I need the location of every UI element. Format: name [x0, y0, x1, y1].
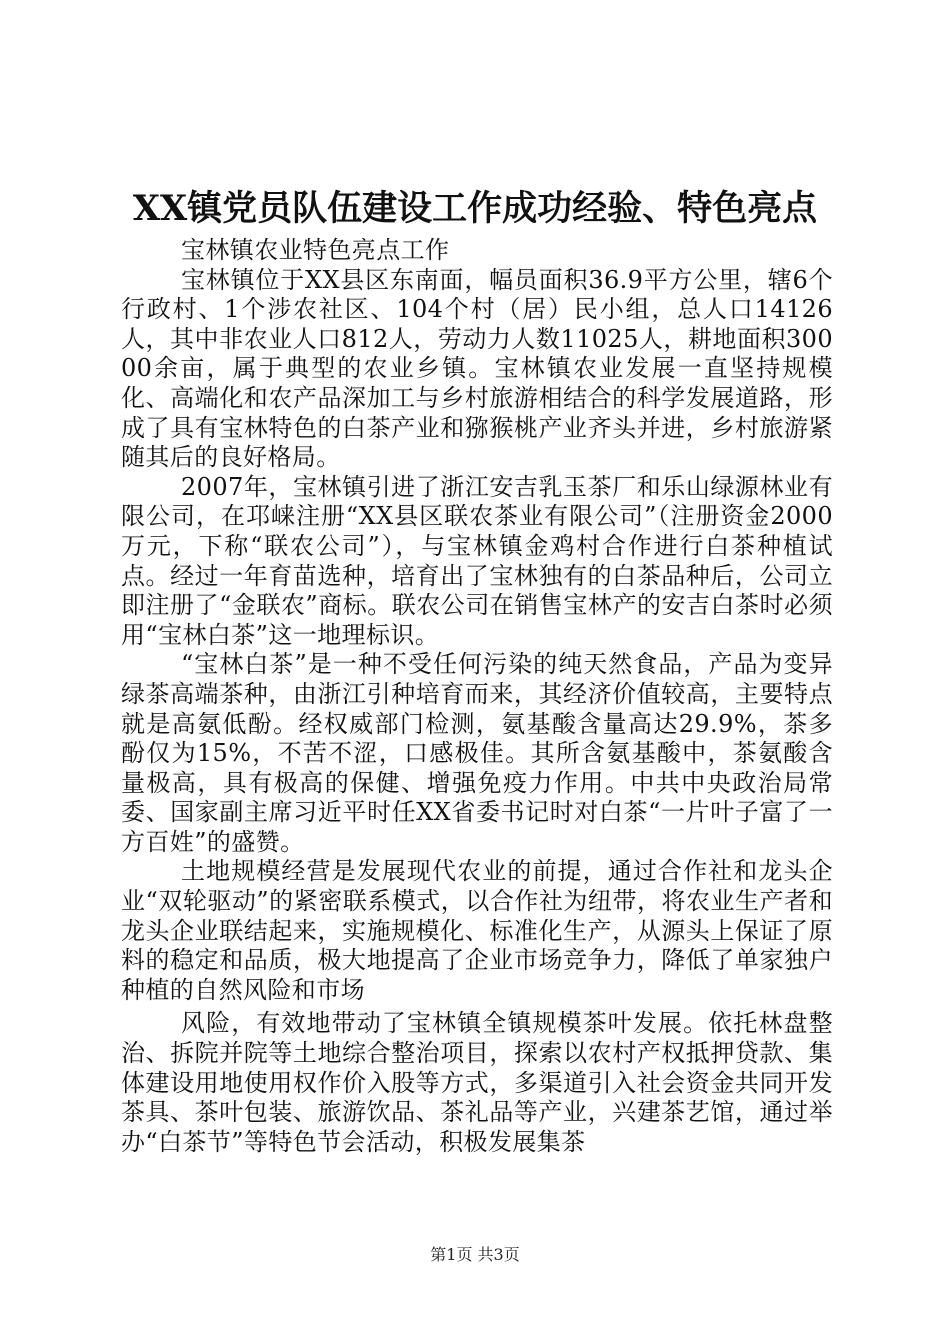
paragraph-risk: 风险，有效地带动了宝林镇全镇规模茶叶发展。依托林盘整治、拆院并院等土地综合整治项目，探索以农村产权抵押贷款、集体建设用地使用权作价入股等方式，多渠道引入社会资金共同开发茶具、茶叶包装、旅游饮品、茶礼品等产业，兴建茶艺馆，通过举办“白茶节”等特色节会活动，积极发展集茶 [121, 1009, 833, 1156]
paragraph-overview: 宝林镇位于XX县区东南面，幅员面积36.9平方公里，辖6个行政村、1个涉农社区、104个村（居）民小组，总人口14126人，其中非农业人口812人，劳动力人数11025人，耕地面积30000余亩，属于典型的农业乡镇。宝林镇农业发展一直坚持规模化、高端化和农产品深加工与乡村旅游相结合的科学发展道路，形成了具有宝林特色的白茶产业和猕猴桃产业齐头并进，乡村旅游紧随其后的良好格局。 [121, 265, 833, 472]
document-title: XX镇党员队伍建设工作成功经验、特色亮点 [132, 188, 818, 229]
document-body [121, 236, 833, 1157]
paragraph-land: 土地规模经营是发展现代农业的前提，通过合作社和龙头企业“双轮驱动”的紧密联系模式，以合作社为纽带，将农业生产者和龙头企业联结起来，实施规模化、标准化生产，从源头上保证了原料的稳定和品质，极大地提高了企业市场竞争力，降低了单家独户种植的自然风险和市场 [121, 857, 833, 1004]
paragraph-product: “宝林白茶”是一种不受任何污染的纯天然食品，产品为变异绿茶高端茶种，由浙江引种培育而来，其经济价值较高，主要特点就是高氨低酚。经权威部门检测，氨基酸含量高达29.9%，茶多酚仅为15%，不苦不涩，口感极佳。其所含氨基酸中，茶氨酸含量极高，具有极高的保健、增强免疫力作用。中共中央政治局常委、国家副主席习近平时任XX省委书记时对白茶“一片叶子富了一方百姓”的盛赞。 [121, 650, 833, 856]
paragraph-subtitle: 宝林镇农业特色亮点工作 [181, 236, 450, 264]
paragraph-history: 2007年，宝林镇引进了浙江安吉乳玉茶厂和乐山绿源林业有限公司，在邛崃注册“XX县区联农茶业有限公司”（注册资金2000万元，下称“联农公司”），与宝林镇金鸡村合作进行白茶种植试点。经过一年育苗选种，培育出了宝林独有的白茶品种后，公司立即注册了“金联农”商标。联农公司在销售宝林产的安吉白茶时必须用“宝林白茶”这一地理标识。 [121, 472, 833, 649]
page-footer: 第1页 共3页 [430, 1245, 520, 1264]
